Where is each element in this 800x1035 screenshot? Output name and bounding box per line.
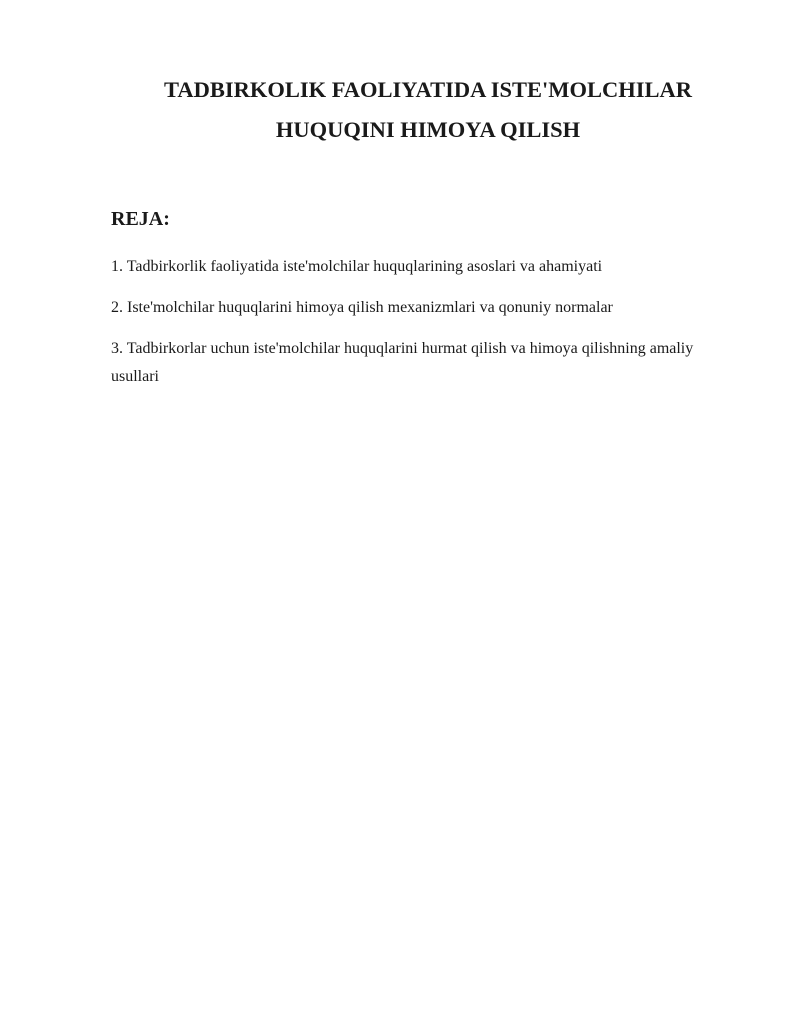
plan-item-1: 1. Tadbirkorlik faoliyatida iste'molchilar huquqlarining asoslari va ahamiyati — [111, 258, 603, 275]
title-line-1: TADBIRKOLIK FAOLIYATIDA ISTE'MOLCHILAR — [163, 77, 693, 102]
title-line-2: HUQUQINI HIMOYA QILISH — [275, 117, 581, 142]
plan-list — [111, 253, 731, 404]
document-title — [0, 70, 800, 150]
plan-item-3: 3. Tadbirkorlar uchun iste'molchilar huquqlarini hurmat qilish va himoya qilishning amaliy usullari — [111, 340, 694, 385]
plan-heading: REJA: — [111, 208, 170, 230]
plan-item-2: 2. Iste'molchilar huquqlarini himoya qilish mexanizmlari va qonuniy normalar — [111, 299, 613, 316]
